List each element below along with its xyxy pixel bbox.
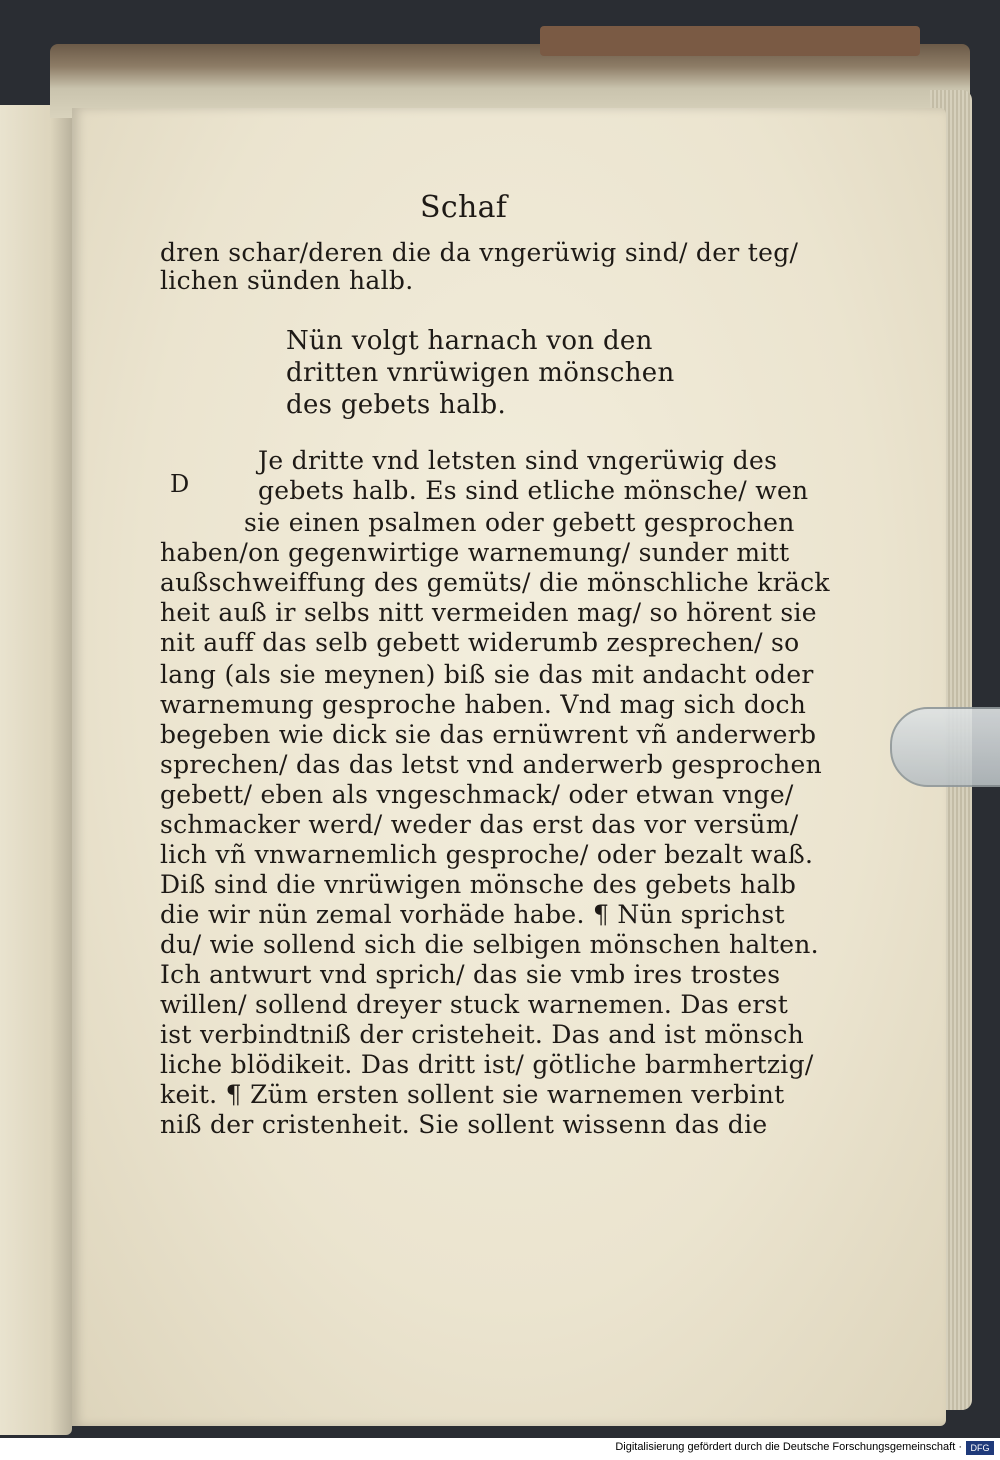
text-line: lichen sünden halb.	[160, 266, 414, 295]
text-line: sie einen psalmen oder gebett gesprochen	[244, 508, 795, 537]
running-head: Schaf	[420, 190, 508, 225]
text-line: heit auß ir selbs nitt vermeiden mag/ so hörent sie	[160, 598, 817, 627]
initial-guide-letter: D	[170, 470, 190, 498]
text-line: du/ wie sollend sich die selbigen mönschen halten.	[160, 930, 819, 959]
text-line: liche blödikeit. Das dritt ist/ götliche barmhertzig/	[160, 1050, 814, 1079]
facing-page-edge	[0, 105, 72, 1435]
text-line: dren schar/deren die da vngerüwig sind/ der teg/	[160, 238, 799, 267]
text-line: sprechen/ das das letst vnd anderwerb gesprochen	[160, 750, 823, 779]
text-line: warnemung gesproche haben. Vnd mag sich doch	[160, 690, 807, 719]
funding-credit: Digitalisierung gefördert durch die Deutsche Forschungsgemeinschaft ·	[615, 1441, 962, 1453]
footer-bar	[0, 1438, 1000, 1460]
section-heading-line: des gebets halb.	[286, 390, 507, 420]
text-line: Je dritte vnd letsten sind vngerüwig des	[258, 446, 778, 475]
text-line: willen/ sollend dreyer stuck warnemen. Das erst	[160, 990, 789, 1019]
text-line: außschweiffung des gemüts/ die mönschliche kräck	[160, 568, 830, 597]
text-line: nit auff das selb gebett widerumb zesprechen/ so	[160, 628, 800, 657]
text-line: lang (als sie meynen) biß sie das mit andacht oder	[160, 660, 814, 689]
text-line: begeben wie dick sie das ernüwrent vñ anderwerb	[160, 720, 817, 749]
dfg-logo: DFG	[966, 1441, 994, 1455]
text-line: Ich antwurt vnd sprich/ das sie vmb ires trostes	[160, 960, 781, 989]
text-line: niß der cristenheit. Sie sollent wissenn das die	[160, 1110, 768, 1139]
text-line: keit. ¶ Züm ersten sollent sie warnemen verbint	[160, 1080, 785, 1109]
text-line: ist verbindtniß der cristeheit. Das and ist mönsch	[160, 1020, 805, 1049]
glass-clip	[890, 707, 1000, 787]
book-cover-strip	[540, 26, 920, 56]
text-line: gebets halb. Es sind etliche mönsche/ wen	[258, 476, 809, 505]
section-heading-line: Nün volgt harnach von den	[286, 326, 653, 356]
text-line: gebett/ eben als vngeschmack/ oder etwan vnge/	[160, 780, 794, 809]
text-line: Diß sind die vnrüwigen mönsche des gebets halb	[160, 870, 797, 899]
text-line: die wir nün zemal vorhäde habe. ¶ Nün sprichst	[160, 900, 785, 929]
text-line: haben/on gegenwirtige warnemung/ sunder mitt	[160, 538, 790, 567]
text-line: lich vñ vnwarnemlich gesproche/ oder bezalt waß.	[160, 840, 814, 869]
section-heading-line: dritten vnrüwigen mönschen	[286, 358, 675, 388]
text-line: schmacker werd/ weder das erst das vor versüm/	[160, 810, 799, 839]
